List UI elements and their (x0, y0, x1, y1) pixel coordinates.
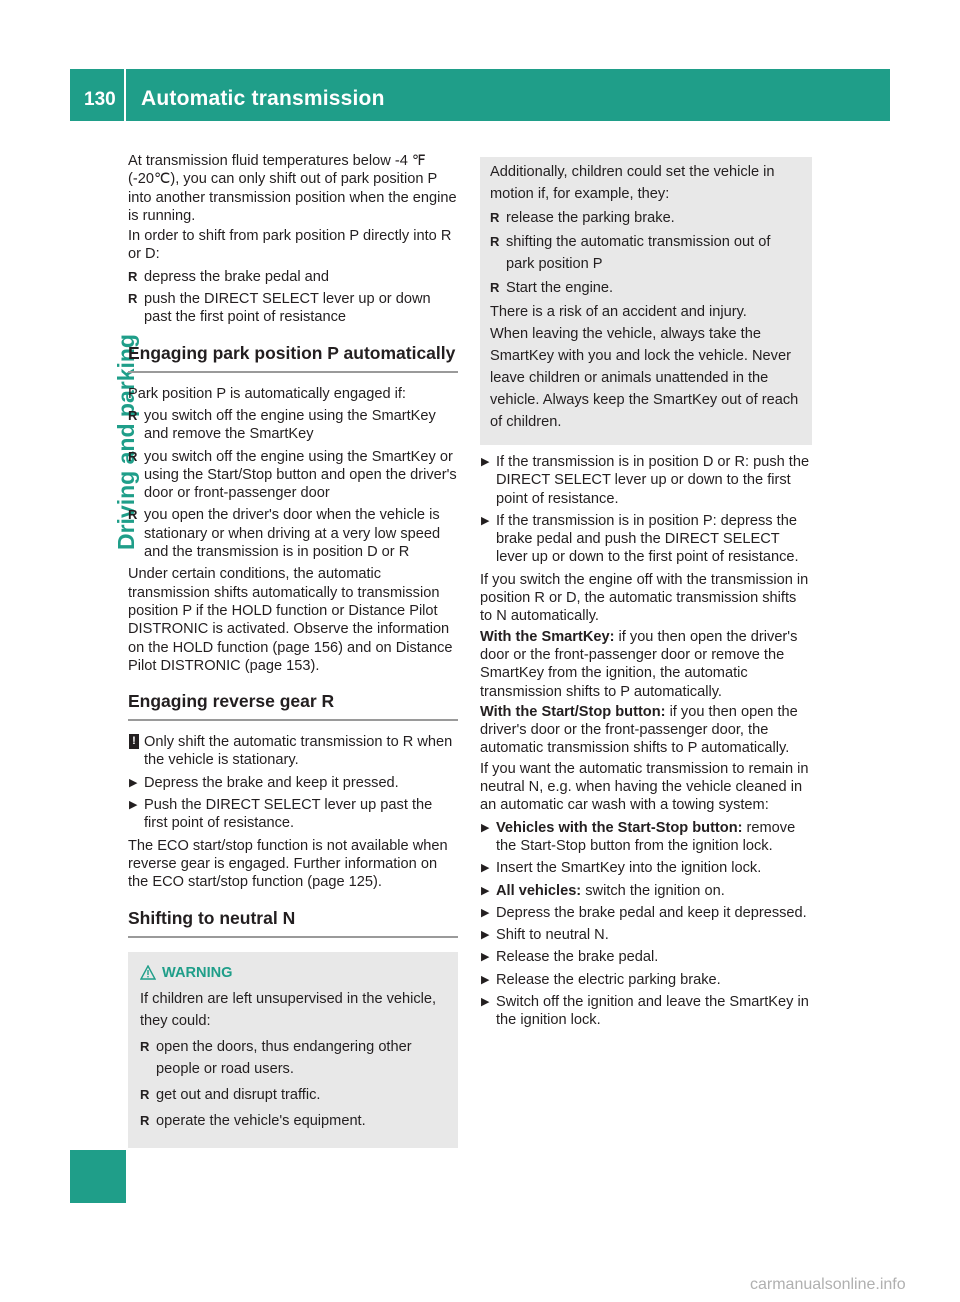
step-item (480, 882, 812, 900)
warning-header (140, 962, 446, 984)
step-item: ▶ Release the brake pedal. (480, 948, 812, 966)
list-item: R operate the vehicle's equipment. (140, 1110, 446, 1132)
step-item (480, 819, 812, 856)
warning-continued-box (480, 157, 812, 445)
list-item: R you switch off the engine using the SmartKey or using the Start/Stop button and open the driver's door or front-passenger door (128, 448, 458, 503)
box-lead: Additionally, children could set the vehicle in motion if, for example, they: (490, 164, 775, 202)
intro-paragraph-2: In order to shift from park position P directly into R or D: (128, 228, 452, 263)
step-all-text: switch the ignition on. (585, 882, 725, 899)
step-item: ▶ Insert the SmartKey into the ignition lock. (480, 859, 812, 877)
heading-auto-park: Engaging park position P automatically (128, 343, 458, 373)
auto-park-text: Under certain conditions, the automatic transmission shifts automatically to transmission position P if the HOLD function or Distance Pilot DISTRONIC is activated. Observe the information on the HOLD function (page 156) and on Distance Pilot DISTRONIC (page 153). (128, 566, 453, 674)
step-item: ▶ Depress the brake pedal and keep it depressed. (480, 904, 812, 922)
section-marker (70, 1150, 126, 1203)
step-item: ▶ Release the electric parking brake. (480, 971, 812, 989)
watermark: carmanualsonline.info (750, 1276, 906, 1293)
left-column (128, 152, 458, 1148)
box-advice: When leaving the vehicle, always take the SmartKey with you and lock the vehicle. Never leave children or animals unattended in the vehicle. Always keep the SmartKey out of reach of children. (490, 326, 799, 430)
section-tab (85, 310, 139, 550)
list-item: R Start the engine. (490, 277, 802, 299)
reverse-text: The ECO start/stop function is not available when reverse gear is engaged. Further information on the ECO start/stop function (page 125). (128, 837, 448, 891)
list-item: R open the doors, thus endangering other people or road users. (140, 1036, 446, 1080)
switch-off-text: If you switch the engine off with the transmission in position R or D, the automatic transmission shifts to N automatically. (480, 571, 809, 625)
intro-paragraph: At transmission fluid temperatures below -4 ℉ (-20℃), you can only shift out of park position P into another transmission position when the engine is running. (128, 153, 457, 224)
section-label: Driving and parking (113, 334, 139, 550)
auto-park-lead: Park position P is automatically engaged if: (128, 385, 406, 402)
note (128, 733, 458, 770)
list-item: R release the parking brake. (490, 207, 802, 229)
exclamation-icon: ! (129, 734, 139, 749)
step-vehicles-label: Vehicles with the Start-Stop button: (496, 819, 743, 836)
step-vehicles-text: remove the Start-Stop button from the ignition lock. (496, 819, 796, 854)
neutral-intro: If you want the automatic transmission to remain in neutral N, e.g. when having the vehicle cleaned in an automatic car wash with a towing system: (480, 760, 809, 814)
list-item: R push the DIRECT SELECT lever up or down past the first point of resistance (128, 290, 458, 327)
step-all-label: All vehicles: (496, 882, 582, 899)
step-item: ▶ If the transmission is in position P: depress the brake pedal and push the DIRECT SELECT lever up or down to the first point of resistance. (480, 512, 812, 567)
smartkey-label: With the SmartKey: (480, 628, 615, 645)
list-item: R you open the driver's door when the vehicle is stationary or when driving at a very low speed and the transmission is in position D or R (128, 506, 458, 561)
list-item: R shifting the automatic transmission out of park position P (490, 231, 802, 275)
warning-lead: If children are left unsupervised in the vehicle, they could: (140, 990, 437, 1029)
step-item: ▶ Shift to neutral N. (480, 926, 812, 944)
note-text: Only shift the automatic transmission to R when the vehicle is stationary. (144, 734, 453, 769)
step-item: ▶ Push the DIRECT SELECT lever up past the first point of resistance. (128, 796, 458, 833)
list-item: R depress the brake pedal and (128, 268, 458, 286)
warning-title: WARNING (162, 964, 233, 981)
startstop-label: With the Start/Stop button: (480, 703, 666, 720)
smartkey-paragraph (480, 628, 812, 701)
heading-neutral: Shifting to neutral N (128, 908, 458, 938)
heading-reverse: Engaging reverse gear R (128, 691, 458, 721)
startstop-text: if you then open the driver's door or the front-passenger door, the automatic transmission shifts to P automatically. (480, 703, 798, 757)
warning-triangle-icon (140, 965, 156, 980)
page-title: Automatic transmission (141, 87, 385, 110)
startstop-paragraph (480, 703, 812, 758)
step-item: ▶ If the transmission is in position D or R: push the DIRECT SELECT lever up or down to the first point of resistance. (480, 453, 812, 508)
smartkey-text: if you then open the driver's door or the front-passenger door or remove the SmartKey from the ignition, the automatic transmission shifts to P automatically. (480, 628, 798, 700)
step-item: ▶ Switch off the ignition and leave the SmartKey in the ignition lock. (480, 993, 812, 1030)
list-item: R get out and disrupt traffic. (140, 1084, 446, 1106)
right-column (480, 157, 812, 1034)
page-number: 130 (84, 89, 116, 110)
list-item: R you switch off the engine using the SmartKey and remove the SmartKey (128, 407, 458, 444)
box-risk: There is a risk of an accident and injury. (490, 304, 747, 320)
warning-box (128, 952, 458, 1148)
header-divider (124, 69, 126, 121)
step-item: ▶ Depress the brake and keep it pressed. (128, 774, 458, 792)
